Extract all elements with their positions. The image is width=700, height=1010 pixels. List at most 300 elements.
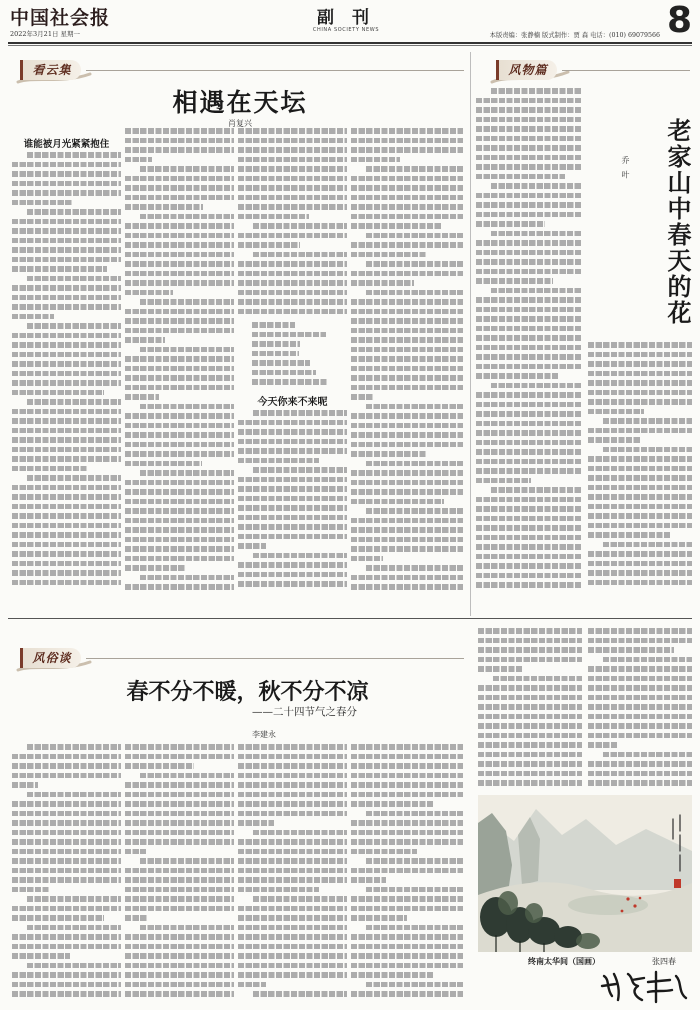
text-line [125,157,152,163]
text-line [478,638,582,644]
text-line [588,475,692,481]
text-line [238,309,347,315]
text-line [12,570,121,576]
text-line [366,290,463,296]
text-line [27,399,121,405]
text-line [27,209,121,215]
text-line [125,763,194,769]
text-line [140,214,234,220]
text-line [27,792,121,798]
text-line [12,342,121,348]
text-line [351,773,463,779]
text-line [238,877,347,883]
text-line [12,887,50,893]
text-line [476,554,582,560]
text-line [366,404,463,410]
text-line [588,570,692,576]
text-line [12,868,121,874]
text-line [12,830,121,836]
text-line [238,868,347,874]
text-line [351,375,463,381]
text-line [125,356,234,362]
text-line [351,763,463,769]
text-line [238,128,347,134]
text-line [366,811,463,817]
article-column [238,410,347,595]
text-line [12,773,121,779]
text-line [478,742,582,748]
text-line [476,250,582,256]
article-column [351,128,463,595]
text-line [125,527,234,533]
text-line [351,271,463,277]
text-line [351,744,463,750]
text-line [351,432,463,438]
text-line [252,379,328,385]
text-line [478,647,582,653]
text-line [476,402,582,408]
text-line [366,233,463,239]
text-line [12,257,121,263]
text-line [351,470,463,476]
text-line [476,497,582,503]
text-line [125,537,234,543]
text-line [125,754,234,760]
text-line [366,166,463,172]
text-line [588,456,692,462]
text-line [12,200,72,206]
text-line [351,944,463,950]
text-line [12,190,121,196]
text-line [588,342,692,348]
text-line [588,628,692,634]
text-line [125,271,234,277]
text-line [238,271,347,277]
landscape-painting [478,795,692,952]
text-line [351,176,463,182]
text-line [476,582,582,588]
text-line [351,195,463,201]
text-line [351,963,463,969]
text-line [12,447,121,453]
newspaper-masthead: 中国社会报 [10,7,111,29]
text-line [238,792,347,798]
text-line [476,335,582,341]
text-line [12,428,121,434]
text-line [588,723,692,729]
text-line [125,318,234,324]
article-subtitle: ——二十四节气之春分 [252,706,357,718]
text-line [252,322,295,328]
text-line [476,259,582,265]
article-title: 相遇在天坛 [172,88,308,117]
text-line [125,328,234,334]
text-line [476,411,582,417]
text-line [476,221,545,227]
text-line [12,181,121,187]
text-line [125,366,234,372]
text-line [476,307,582,313]
text-line [238,477,347,483]
text-line [253,223,347,229]
text-line [140,575,234,581]
column-badge-fengsutan: 风俗谈 [20,648,81,668]
article-column [476,88,582,595]
text-line [140,299,234,305]
text-line [125,337,165,343]
article-column [238,128,347,316]
text-line [351,204,463,210]
text-line [238,534,347,540]
text-line [351,356,463,362]
text-line [351,839,463,845]
text-line [238,458,319,464]
text-line [125,744,234,750]
page-number: 8 [667,0,693,41]
text-line [12,238,121,244]
text-line [476,468,582,474]
text-line [588,361,692,367]
column-separator [470,52,471,616]
text-line [125,223,234,229]
text-line [27,475,121,481]
text-line [588,771,692,777]
text-line [366,565,463,571]
text-line [588,561,692,567]
painting-artist: 张四春 [652,957,676,966]
text-line [12,906,121,912]
text-line [603,418,692,424]
section-separator [8,618,692,619]
text-line [603,657,692,663]
text-line [125,480,234,486]
text-line [238,185,347,191]
text-line [12,380,121,386]
text-line [238,887,319,893]
text-line [603,447,692,453]
text-line [238,925,347,931]
text-line [478,723,582,729]
text-line [125,801,234,807]
text-line [12,219,121,225]
text-line [476,297,582,303]
text-line [12,877,121,883]
text-line [351,318,463,324]
text-line [588,504,692,510]
text-line [12,162,121,168]
text-line [12,915,104,921]
text-line [351,157,400,163]
text-line [351,366,463,372]
text-line [351,214,463,220]
text-line [12,456,121,462]
badge-rule [86,70,464,71]
text-line [351,537,463,543]
text-line [476,506,582,512]
text-line [351,423,463,429]
text-line [12,532,121,538]
text-line [351,518,463,524]
article-subheading: 谁能被月光紧紧抱住 [23,139,110,150]
text-line [238,448,347,454]
text-line [588,704,692,710]
text-line [351,849,417,855]
text-line [588,714,692,720]
text-line [238,801,347,807]
article-column [12,152,121,595]
text-line [12,361,121,367]
text-line [238,166,347,172]
text-line [253,410,347,416]
text-line [27,276,121,282]
text-line [366,887,463,893]
text-line [252,360,310,366]
text-line [351,185,463,191]
text-line [12,811,121,817]
text-line [238,982,266,988]
text-line [125,242,234,248]
article-column [125,744,234,1003]
text-line [140,470,234,476]
text-line [125,290,173,296]
text-line [238,242,300,248]
text-line [588,437,640,443]
text-line [493,676,582,682]
text-line [12,551,121,557]
text-line [351,877,386,883]
text-line [238,486,347,492]
text-line [588,513,692,519]
text-line [125,147,234,153]
text-line [238,147,347,153]
text-line [125,518,234,524]
text-line [476,269,582,275]
text-line [476,459,582,465]
article-subheading: 今天你来不来呢 [257,397,328,408]
text-line [351,223,441,229]
article-poem [252,322,342,386]
text-line [12,314,54,320]
text-line [478,657,582,663]
text-line [238,176,347,182]
text-line [476,278,553,284]
issue-date: 2022年3月21日 星期一 [10,30,81,38]
text-line [588,685,692,691]
text-line [478,733,582,739]
text-line [12,782,38,788]
text-line [12,982,121,988]
text-line [125,906,234,912]
text-line [588,371,692,377]
text-line [351,801,433,807]
text-line [12,801,121,807]
text-line [588,466,692,472]
text-line [476,212,582,218]
text-line [125,451,234,457]
article-column [588,342,692,595]
text-line [12,580,121,586]
text-line [27,152,121,158]
text-line [125,877,234,883]
text-line [476,174,565,180]
text-line [476,525,582,531]
text-line [351,953,463,959]
text-line [476,202,582,208]
text-line [588,523,692,529]
article-column [588,628,692,788]
text-line [238,934,347,940]
painting-caption: 终南太华间（国画） [528,956,600,966]
text-line [603,752,692,758]
text-line [588,676,692,682]
text-line [253,553,347,559]
text-line [12,542,121,548]
header-rule-thin [8,45,692,46]
text-line [252,341,300,347]
text-line [476,430,582,436]
text-line [238,204,347,210]
text-line [12,352,121,358]
text-line [125,261,234,267]
text-line [351,915,407,921]
text-line [588,532,670,538]
text-line [12,247,121,253]
text-line [12,390,104,396]
text-line [603,542,692,548]
text-line [476,392,582,398]
text-line [12,523,121,529]
text-line [351,242,463,248]
text-line [125,972,234,978]
text-line [238,524,347,530]
text-line [125,176,234,182]
text-line [476,98,582,104]
text-line [476,440,582,446]
text-line [125,830,234,836]
text-line [125,394,159,400]
text-line [366,858,463,864]
text-line [238,572,347,578]
text-line [125,896,234,902]
text-line [238,858,347,864]
text-line [478,761,582,767]
text-line [351,906,463,912]
text-line [125,461,202,467]
text-line [12,820,121,826]
text-line [12,285,121,291]
text-line [351,546,463,552]
text-line [476,516,582,522]
text-line [238,261,347,267]
text-line [366,925,463,931]
text-line [27,744,121,750]
text-line [238,581,347,587]
text-line [351,575,463,581]
text-line [125,309,234,315]
text-line [252,332,326,338]
text-line [366,461,463,467]
text-line [478,695,582,701]
text-line [476,354,582,360]
text-line [12,409,121,415]
text-line [588,485,692,491]
badge-rule [562,70,690,71]
text-line [12,849,121,855]
text-line [476,117,582,123]
text-line [588,494,692,500]
text-line [125,546,234,552]
text-line [253,252,347,258]
text-line [238,233,347,239]
text-line [351,128,463,134]
text-line [125,820,234,826]
text-line [125,233,234,239]
text-line [125,839,234,845]
text-line [125,489,234,495]
text-line [588,638,692,644]
text-line [588,761,692,767]
column-badge-fengwupian: 风物篇 [496,60,557,80]
text-line [125,887,234,893]
text-line [253,830,347,836]
text-line [12,295,121,301]
article-title: 老家山中春天的花 [663,118,692,326]
article-author: 肖复兴 [228,119,252,128]
section-name: 副 刊 [317,8,375,28]
text-line [238,849,347,855]
text-line [476,326,582,332]
text-line [125,432,234,438]
text-line [125,953,234,959]
text-line [588,399,692,405]
text-line [476,107,582,113]
text-line [351,896,463,902]
text-line [478,752,582,758]
text-line [491,183,582,189]
text-line [366,261,463,267]
text-line [12,839,121,845]
text-line [238,562,347,568]
text-line [491,383,582,389]
text-line [125,868,234,874]
text-line [351,347,463,353]
text-line [125,565,185,571]
text-line [238,299,347,305]
text-line [125,375,234,381]
text-line [478,714,582,720]
text-line [476,193,582,199]
text-line [351,830,463,836]
text-line [125,849,146,855]
text-line [125,195,234,201]
text-line [478,704,582,710]
text-line [351,820,463,826]
header-rule [8,42,692,44]
text-line [351,499,444,505]
text-line [351,489,463,495]
text-line [351,385,463,391]
text-line [476,316,582,322]
article-column [12,744,121,1003]
text-line [12,991,121,997]
text-line [351,451,427,457]
text-line [351,754,463,760]
text-line [125,423,234,429]
text-line [238,744,347,750]
text-line [351,868,463,874]
text-line [27,896,121,902]
text-line [588,428,692,434]
